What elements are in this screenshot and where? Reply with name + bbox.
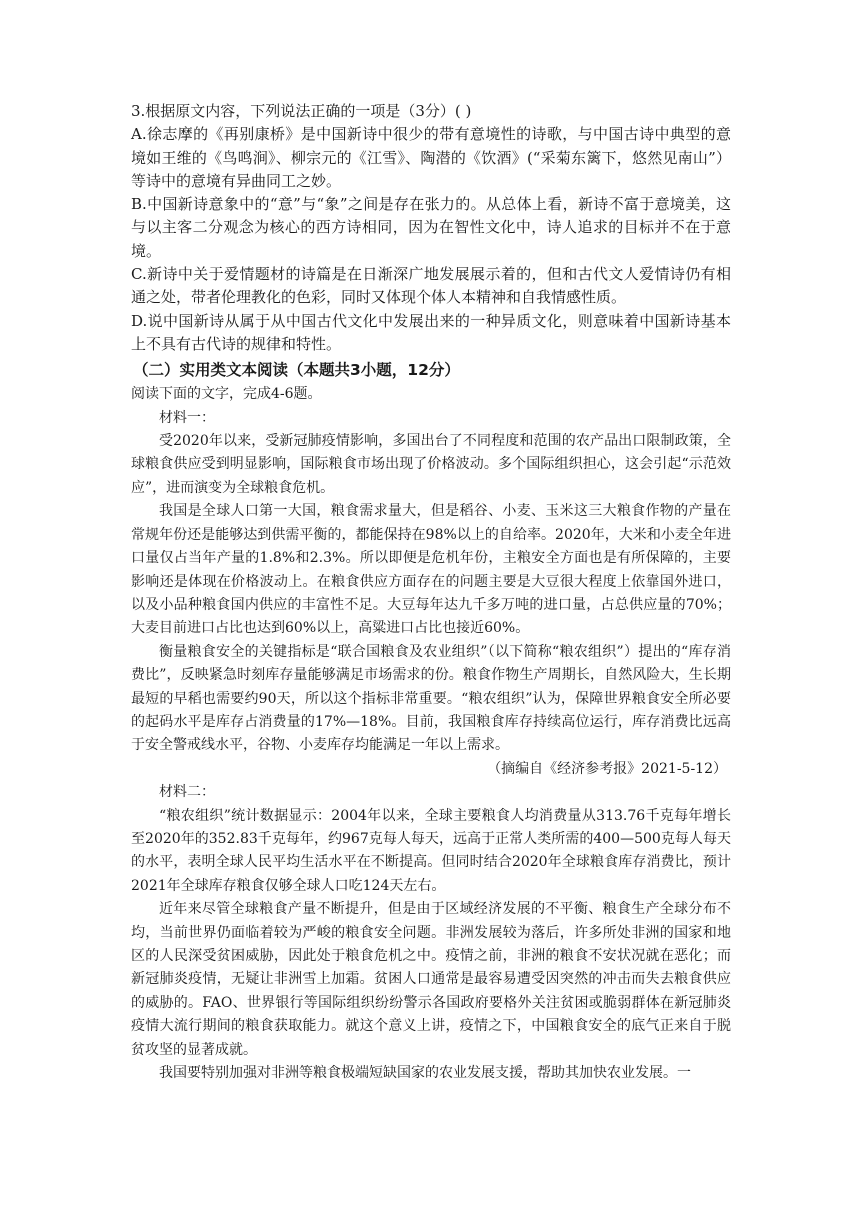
material-1-source: （摘编自《经济参考报》2021-5-12） bbox=[487, 760, 727, 777]
material-2-paragraph: “粮农组织”统计数据显示：2004年以来，全球主要粮食人均消费量从313.76千克每年增长至2020年的352.83千克每年，约967克每人每天，远高于正常人类所需的400—500克每人每天的水平，表明全球人民平均生活水平在不断提高。但同时结合2020年全球粮食库存消费比，预计2021年全球库存粮食仅够全球人口吃124天左右。 bbox=[131, 807, 731, 894]
question-3 bbox=[131, 100, 731, 356]
option-a: A.徐志摩的《再别康桥》是中国新诗中很少的带有意境性的诗歌，与中国古诗中典型的意境如王维的《鸟鸣涧》、柳宗元的《江雪》、陶潜的《饮酒》(“采菊东篱下，悠然见南山”）等诗中的意境有异曲同工之妙。 bbox=[131, 125, 731, 190]
document-page bbox=[131, 100, 731, 1085]
material-1-label: 材料一： bbox=[159, 409, 215, 426]
option-d: D.说中国新诗从属于从中国古代文化中发展出来的一种异质文化，则意味着中国新诗基本上不具有古代诗的规律和特性。 bbox=[131, 311, 731, 353]
option-c: C.新诗中关于爱情题材的诗篇是在日渐深广地发展展示着的，但和古代文人爱情诗仍有相通之处，带者伦理教化的色彩，同时又体现个体人本精神和自我情感性质。 bbox=[131, 265, 731, 307]
question-stem: 3.根据原文内容，下列说法正确的一项是（3分）( ) bbox=[131, 102, 472, 120]
material-2-paragraph: 我国要特别加强对非洲等粮食极端短缺国家的农业发展支援，帮助其加快农业发展。一 bbox=[159, 1065, 691, 1082]
section-heading: （二）实用类文本阅读（本题共3小题，12分） bbox=[133, 361, 460, 380]
material-1-paragraph: 我国是全球人口第一大国，粮食需求量大，但是稻谷、小麦、玉米这三大粮食作物的产量在常规年份还是能够达到供需平衡的，都能保持在98%以上的自给率。2020年，大米和小麦全年进口量仅占当年产量的1.8%和2.3%。所以即便是危机年份，主粮安全方面也是有所保障的，主要影响还是体现在价格波动上。在粮食供应方面存在的问题主要是大豆很大程度上依靠国外进口，以及小品种粮食国内供应的丰富性不足。大豆每年达九千多万吨的进口量，占总供应量的70%；大麦目前进口占比也达到60%以上，高粱进口占比也接近60%。 bbox=[131, 503, 731, 637]
material-2-label: 材料二： bbox=[159, 784, 215, 801]
option-b: B.中国新诗意象中的“意”与“象”之间是存在张力的。从总体上看，新诗不富于意境美，这与以主客二分观念为核心的西方诗相同，因为在智性文化中，诗人追求的目标并不在于意境。 bbox=[131, 195, 731, 260]
material-1-paragraph: 衡量粮食安全的关键指标是“联合国粮食及农业组织”（以下简称“粮农组织”）提出的“库存消费比”，反映紧急时刻库存量能够满足市场需求的份。粮食作物生产周期长，自然风险大，生长期最短的早稻也需要约90天，所以这个指标非常重要。“粮农组织”认为，保障世界粮食安全所必要的起码水平是库存占消费量的17%—18%。目前，我国粮食库存持续高位运行，库存消费比远高于安全警戒线水平，谷物、小麦库存均能满足一年以上需求。 bbox=[131, 643, 731, 754]
material-2-paragraph: 近年来尽管全球粮食产量不断提升，但是由于区域经济发展的不平衡、粮食生产全球分布不均，当前世界仍面临着较为严峻的粮食安全问题。非洲发展较为落后，许多所处非洲的国家和地区的人民深受贫困威胁，因此处于粮食危机之中。疫情之前，非洲的粮食不安状况就在恶化；而新冠肺炎疫情，无疑让非洲雪上加霜。贫困人口通常是最容易遭受因突然的冲击而失去粮食供应的威胁的。FAO、世界银行等国际组织纷纷警示各国政府要格外关注贫困或脆弱群体在新冠肺炎疫情大流行期间的粮食获取能力。就这个意义上讲，疫情之下，中国粮食安全的底气正来自于脱贫攻坚的显著成就。 bbox=[131, 901, 731, 1058]
material-1-paragraph: 受2020年以来，受新冠肺疫情影响，多国出台了不同程度和范围的农产品出口限制政策，全球粮食供应受到明显影响，国际粮食市场出现了价格波动。多个国际组织担心，这会引起“示范效应”，进而演变为全球粮食危机。 bbox=[131, 433, 731, 496]
section-instruction: 阅读下面的文字，完成4-6题。 bbox=[131, 386, 322, 403]
